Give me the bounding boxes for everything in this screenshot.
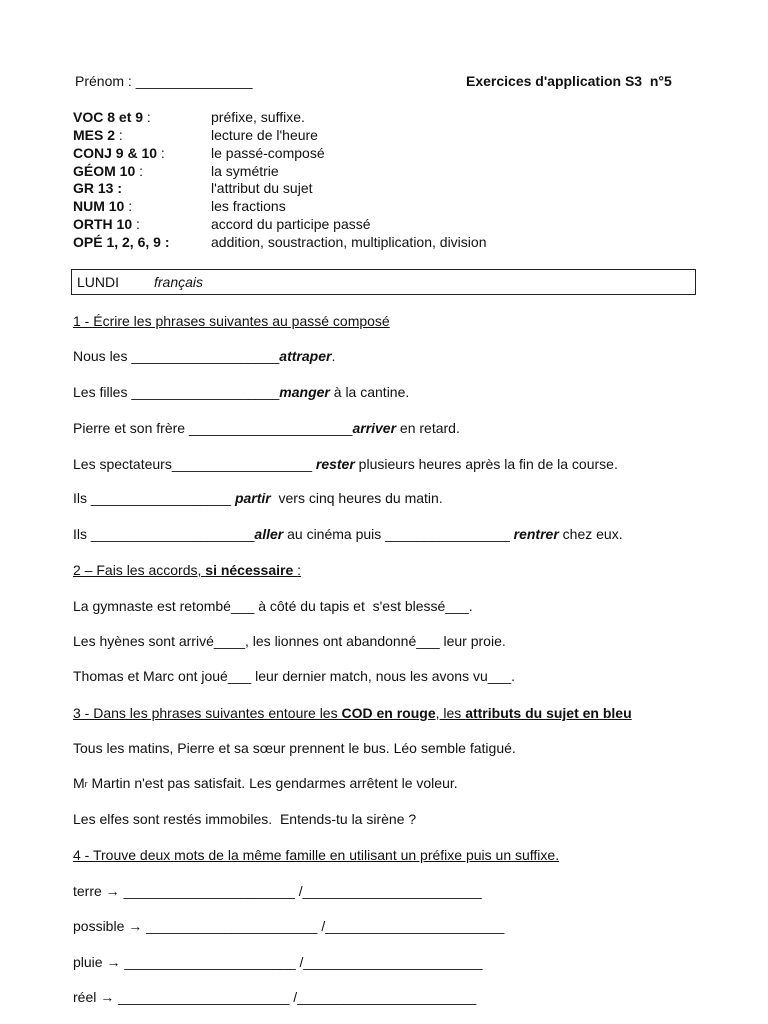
- topic-code: MES 2: [73, 127, 116, 143]
- topic-code: GR 13 :: [73, 180, 123, 196]
- topic-code: NUM 10: [73, 198, 125, 214]
- exercise-1-line: [73, 456, 618, 473]
- topic-separator: :: [135, 163, 144, 179]
- topic-description: les fractions: [211, 198, 286, 214]
- exercise-1-line: [73, 526, 623, 543]
- exercise-2-title-colon: :: [297, 562, 302, 578]
- topic-description: lecture de l'heure: [211, 127, 318, 143]
- sentence-end: plusieurs heures après la fin de la course.: [354, 456, 618, 472]
- infinitive-verb: arriver: [352, 420, 397, 436]
- worksheet-title: Exercices d'application S3 n°5: [466, 73, 672, 89]
- infinitive-verb: rester: [315, 456, 355, 472]
- exercise-4-title: 4 - Trouve deux mots de la même famille en utilisant un préfixe puis un suffixe.: [73, 847, 560, 863]
- exercise-1-title: 1 - Écrire les phrases suivantes au passé composé: [73, 313, 390, 329]
- topic-row: [73, 145, 325, 163]
- exercise-2-title-text: 2 – Fais les accords,: [73, 562, 206, 578]
- name-field-label: Prénom : _______________: [75, 73, 253, 89]
- topic-row: [73, 234, 486, 252]
- sentence-end: .: [331, 348, 336, 364]
- exercise-3-line: M $^r$ Martin n'est pas satisfait. Les gendarmes arrêtent le voleur.: [73, 775, 458, 791]
- exercise-1-line: [73, 384, 409, 401]
- infinitive-verb: manger: [279, 384, 330, 400]
- sentence-start: Ils __________________: [73, 490, 235, 506]
- exercise-1-line: [73, 490, 443, 507]
- topic-row: [73, 180, 313, 198]
- exercise-4-line: pluie → ______________________ /_______________________: [73, 954, 483, 970]
- exercise-1-line: [73, 420, 460, 437]
- sentence-end: vers cinq heures du matin.: [270, 490, 443, 506]
- exercise-3-title-attributs: attributs du sujet en bleu: [465, 705, 632, 721]
- day-header-box: [71, 269, 696, 295]
- infinitive-verb: aller: [254, 526, 284, 542]
- topic-description: préfixe, suffixe.: [211, 109, 305, 125]
- topic-description: addition, soustraction, multiplication, division: [211, 234, 487, 250]
- topic-row: [73, 109, 305, 127]
- sentence-start: Les spectateurs__________________: [73, 456, 316, 472]
- topic-code: ORTH 10: [73, 216, 133, 232]
- topic-separator: :: [157, 145, 165, 161]
- sentence-start: Ils _____________________: [73, 526, 255, 542]
- exercise-1-line: [73, 348, 335, 365]
- topic-row: [73, 198, 286, 216]
- topic-code: CONJ 9 & 10: [73, 145, 158, 161]
- topic-description: l'attribut du sujet: [211, 180, 313, 196]
- topic-separator: :: [132, 216, 140, 232]
- topic-row: [73, 216, 371, 234]
- exercise-2-title-emphasis: si nécessaire: [205, 562, 298, 578]
- exercise-4-line: possible → ______________________ /_______________________: [73, 918, 505, 934]
- sentence-middle: au cinéma puis ________________: [283, 526, 514, 542]
- sentence-text: Martin n'est pas satisfait. Les gendarmes arrêtent le voleur.: [87, 775, 458, 791]
- topic-description: le passé-composé: [211, 145, 325, 161]
- sentence-start: Nous les ___________________: [73, 348, 280, 364]
- topic-code: VOC 8 et 9: [73, 109, 144, 125]
- topic-code: OPÉ 1, 2, 6, 9 :: [73, 234, 170, 250]
- infinitive-verb: partir: [234, 490, 271, 506]
- topic-separator: :: [124, 198, 133, 214]
- exercise-4-line: réel → ______________________ /_______________________: [73, 989, 477, 1005]
- sentence-start: Pierre et son frère _____________________: [73, 420, 353, 436]
- exercise-3-title-text: 3 - Dans les phrases suivantes entoure les: [73, 705, 342, 721]
- topic-separator: :: [143, 109, 151, 125]
- infinitive-verb: rentrer: [513, 526, 559, 542]
- exercise-3-title-text: , les: [435, 705, 466, 721]
- sentence-end: en retard.: [396, 420, 460, 436]
- title-abbreviation: M: [73, 775, 85, 791]
- exercise-3-line: Tous les matins, Pierre et sa sœur prennent le bus. Léo semble fatigué.: [73, 740, 516, 756]
- topic-code: GÉOM 10: [73, 163, 136, 179]
- day-subject: français: [154, 274, 204, 290]
- sentence-end: à la cantine.: [329, 384, 410, 400]
- exercise-3-title-cod: COD en rouge: [341, 705, 436, 721]
- day-label: LUNDI: [77, 274, 120, 290]
- topic-separator: :: [115, 127, 123, 143]
- sentence-start: Les filles ___________________: [73, 384, 280, 400]
- exercise-3-title: [73, 705, 632, 722]
- topic-row: [73, 163, 279, 181]
- infinitive-verb: attraper: [279, 348, 332, 364]
- topic-description: accord du participe passé: [211, 216, 371, 232]
- topic-row: [73, 127, 318, 145]
- exercise-2-line: La gymnaste est retombé___ à côté du tapis et s'est blessé___.: [73, 598, 473, 614]
- exercise-2-line: Les hyènes sont arrivé____, les lionnes ont abandonné___ leur proie.: [73, 633, 506, 649]
- exercise-4-line: terre → ______________________ /_______________________: [73, 883, 482, 899]
- topic-description: la symétrie: [211, 163, 279, 179]
- sentence-end: chez eux.: [558, 526, 623, 542]
- exercise-3-line: Les elfes sont restés immobiles. Entends-tu la sirène ?: [73, 811, 417, 827]
- exercise-2-title: [73, 562, 301, 579]
- exercise-2-line: Thomas et Marc ont joué___ leur dernier match, nous les avons vu___.: [73, 668, 516, 684]
